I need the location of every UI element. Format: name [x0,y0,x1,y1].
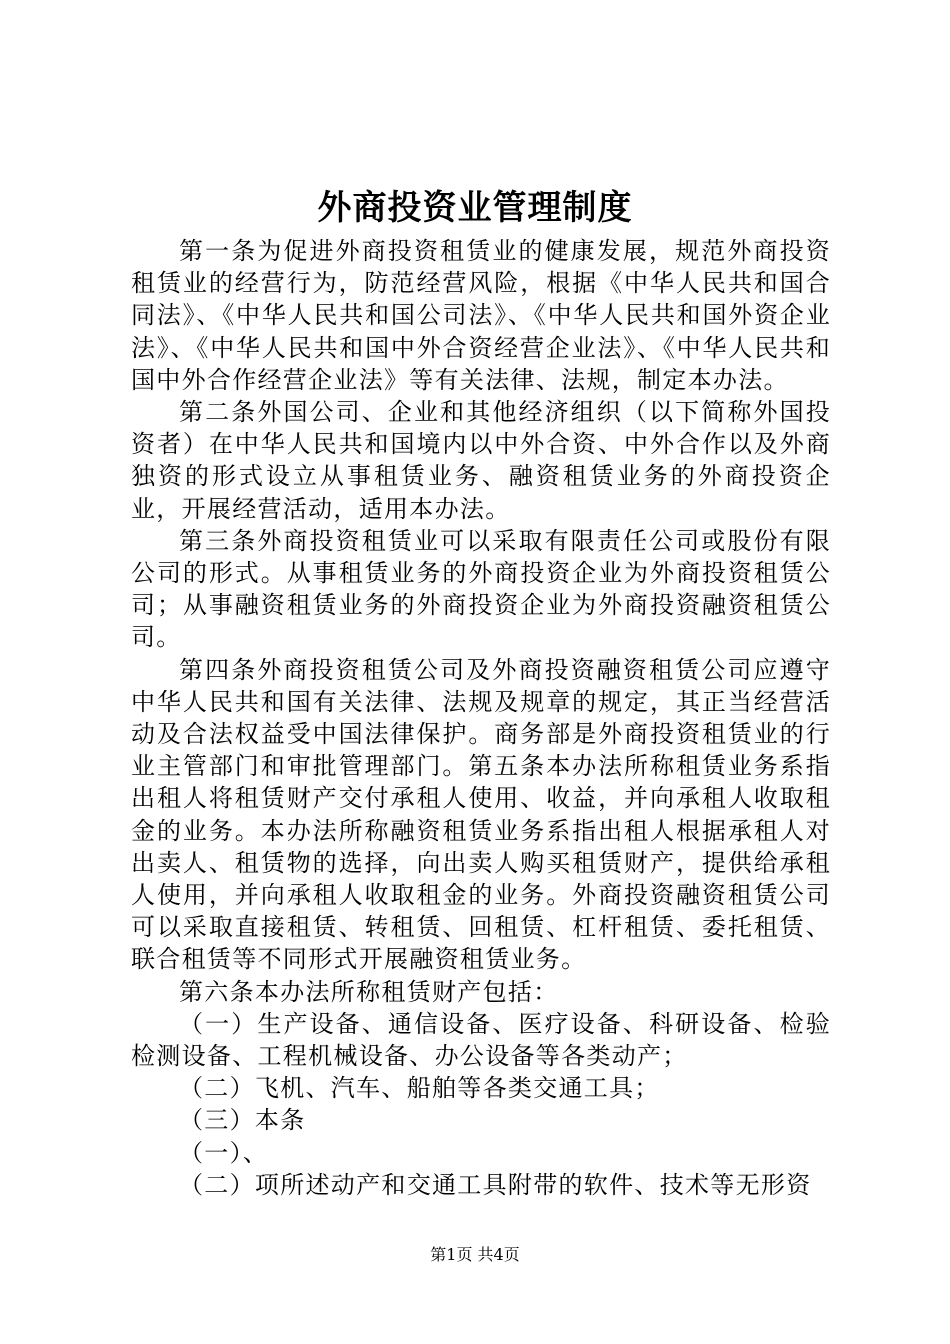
list-item-2: （二）飞机、汽车、船舶等各类交通工具； [179,1074,660,1103]
list-item-1: （一）生产设备、通信设备、医疗设备、科研设备、检验检测设备、工程机械设备、办公设备等各类动产； [131,1009,831,1071]
document-body [131,235,831,1201]
list-item-3-ref-1: （一）、 [179,1138,269,1167]
list-item-3: （三）本条 [179,1106,306,1135]
article-1-paragraph: 第一条为促进外商投资租赁业的健康发展，规范外商投资租赁业的经营行为，防范经营风险，根据《中华人民共和国合同法》、《中华人民共和国公司法》、《中华人民共和国外资企业法》、《中华人民共和国中外合资经营企业法》、《中华人民共和国中外合作经营企业法》等有关法律、法规，制定本办法。 [131,237,831,394]
article-6-paragraph: 第六条本办法所称租赁财产包括： [179,977,559,1006]
page-number-footer: 第1页 共4页 [430,1245,520,1264]
article-2-paragraph: 第二条外国公司、企业和其他经济组织（以下简称外国投资者）在中华人民共和国境内以中外合资、中外合作以及外商独资的形式设立从事租赁业务、融资租赁业务的外商投资企业，开展经营活动，适用本办法。 [131,398,831,523]
list-item-3-ref-2: （二）项所述动产和交通工具附带的软件、技术等无形资 [179,1170,812,1199]
article-4-5-paragraph: 第四条外商投资租赁公司及外商投资融资租赁公司应遵守中华人民共和国有关法律、法规及规章的规定，其正当经营活动及合法权益受中国法律保护。商务部是外商投资租赁业的行业主管部门和审批管理部门。第五条本办法所称租赁业务系指出租人将租赁财产交付承租人使用、收益，并向承租人收取租金的业务。本办法所称融资租赁业务系指出租人根据承租人对出卖人、租赁物的选择，向出卖人购买租赁财产，提供给承租人使用，并向承租人收取租金的业务。外商投资融资租赁公司可以采取直接租赁、转租赁、回租赁、杠杆租赁、委托租赁、联合租赁等不同形式开展融资租赁业务。 [131,655,831,974]
document-title: 外商投资业管理制度 [317,188,633,228]
article-3-paragraph: 第三条外商投资租赁业可以采取有限责任公司或股份有限公司的形式。从事租赁业务的外商投资企业为外商投资租赁公司；从事融资租赁业务的外商投资企业为外商投资融资租赁公司。 [131,526,831,652]
